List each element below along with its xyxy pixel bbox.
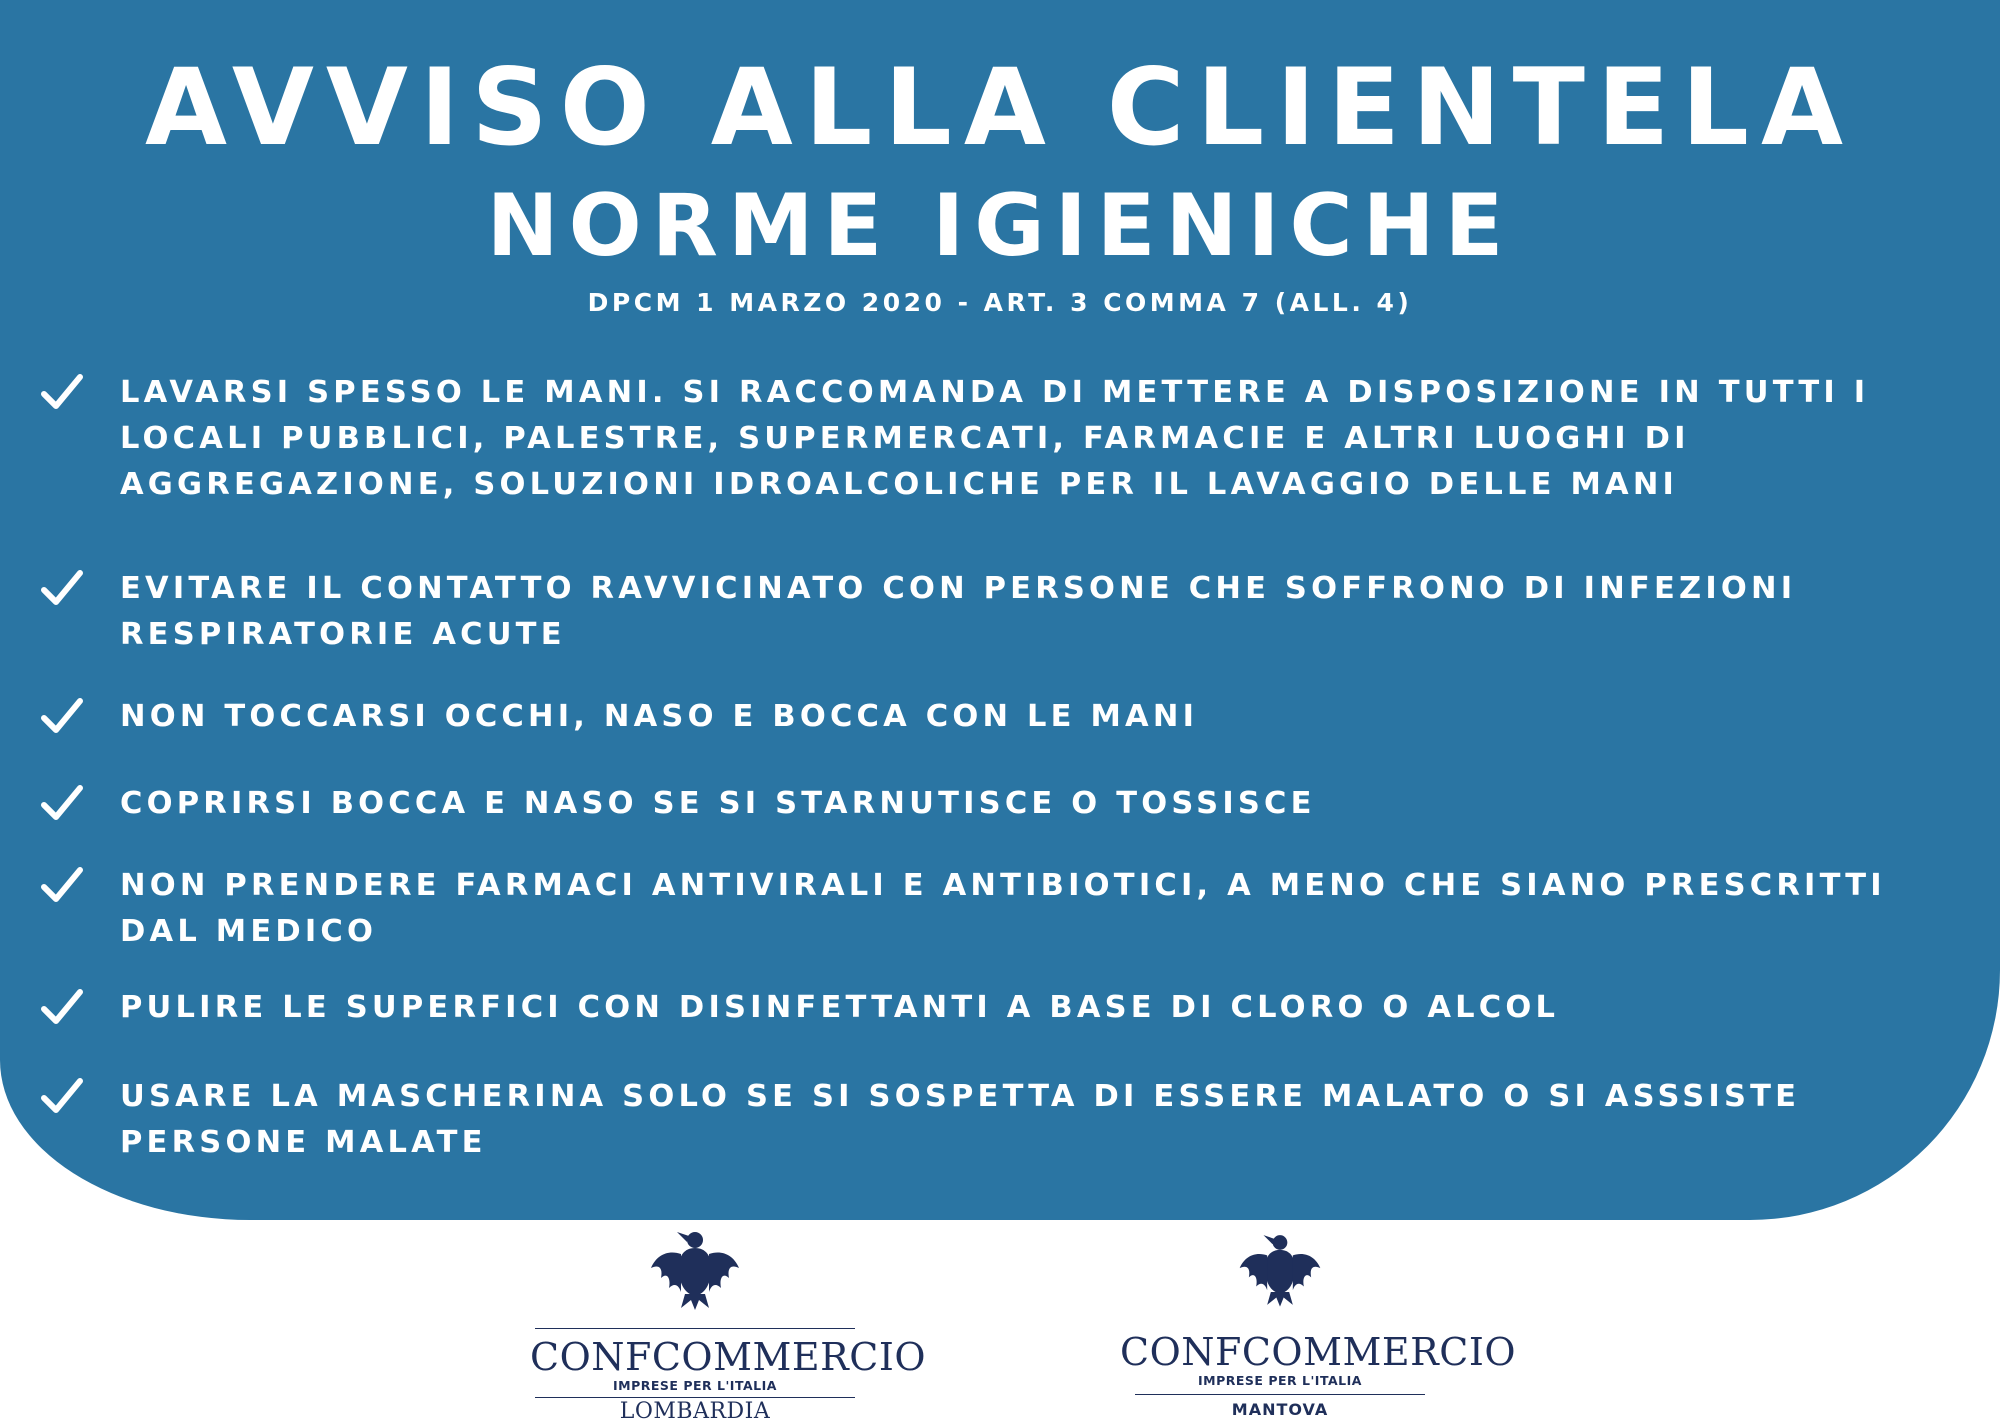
logo-confcommercio-lombardia [530, 1228, 926, 1426]
brand-name: CONFCOMMERCIO [530, 1335, 926, 1379]
rule-text: USARE LA MASCHERINA SOLO SE SI SOSPETTA DI ESSERE MALATO O SI ASSSISTE PERSONE MALATE [120, 1079, 1801, 1160]
decree-reference: DPCM 1 MARZO 2020 - ART. 3 COMMA 7 (ALL. 4) [587, 288, 1413, 317]
checkmark-icon [40, 865, 84, 905]
eagle-emblem-icon [1236, 1230, 1324, 1310]
rule-text: COPRIRSI BOCCA E NASO SE SI STARNUTISCE O TOSSISCE [120, 786, 1316, 821]
logo-divider [535, 1328, 855, 1329]
poster-title: AVVISO ALLA CLIENTELA [145, 46, 1855, 169]
region-label: LOMBARDIA [619, 1399, 771, 1424]
logo-divider [1135, 1394, 1425, 1395]
rule-text: NON TOCCARSI OCCHI, NASO E BOCCA CON LE MANI [120, 699, 1199, 734]
region-label: MANTOVA [1231, 1400, 1329, 1419]
rule-text: NON PRENDERE FARMACI ANTIVIRALI E ANTIBIOTICI, A MENO CHE SIANO PRESCRITTI DAL MEDICO [120, 868, 1886, 949]
logo-confcommercio-mantova [1120, 1230, 1516, 1421]
brand-tagline: IMPRESE PER L'ITALIA [1198, 1373, 1362, 1388]
checkmark-icon [40, 696, 84, 736]
rule-text: EVITARE IL CONTATTO RAVVICINATO CON PERSONE CHE SOFFRONO DI INFEZIONI RESPIRATORIE ACUTE [120, 571, 1797, 652]
checkmark-icon [40, 1076, 84, 1116]
checkmark-icon [40, 987, 84, 1027]
checkmark-icon [40, 783, 84, 823]
rule-text: LAVARSI SPESSO LE MANI. SI RACCOMANDA DI METTERE A DISPOSIZIONE IN TUTTI I LOCALI PUBBLICI, PALESTRE, SUPERMERCATI, FARMACIE E ALTRI LUOGHI DI AGGREGAZIONE, SOLUZIONI IDROALCOLICHE PER IL LAVAGGIO DELLE MANI [120, 375, 1870, 502]
poster-subtitle: NORME IGIENICHE [486, 176, 1514, 276]
checkmark-icon [40, 372, 84, 412]
checkmark-icon [40, 568, 84, 608]
eagle-emblem-icon [647, 1228, 743, 1312]
rule-text: PULIRE LE SUPERFICI CON DISINFETTANTI A BASE DI CLORO O ALCOL [120, 990, 1560, 1025]
brand-name: CONFCOMMERCIO [1120, 1330, 1516, 1374]
brand-tagline: IMPRESE PER L'ITALIA [613, 1378, 777, 1393]
